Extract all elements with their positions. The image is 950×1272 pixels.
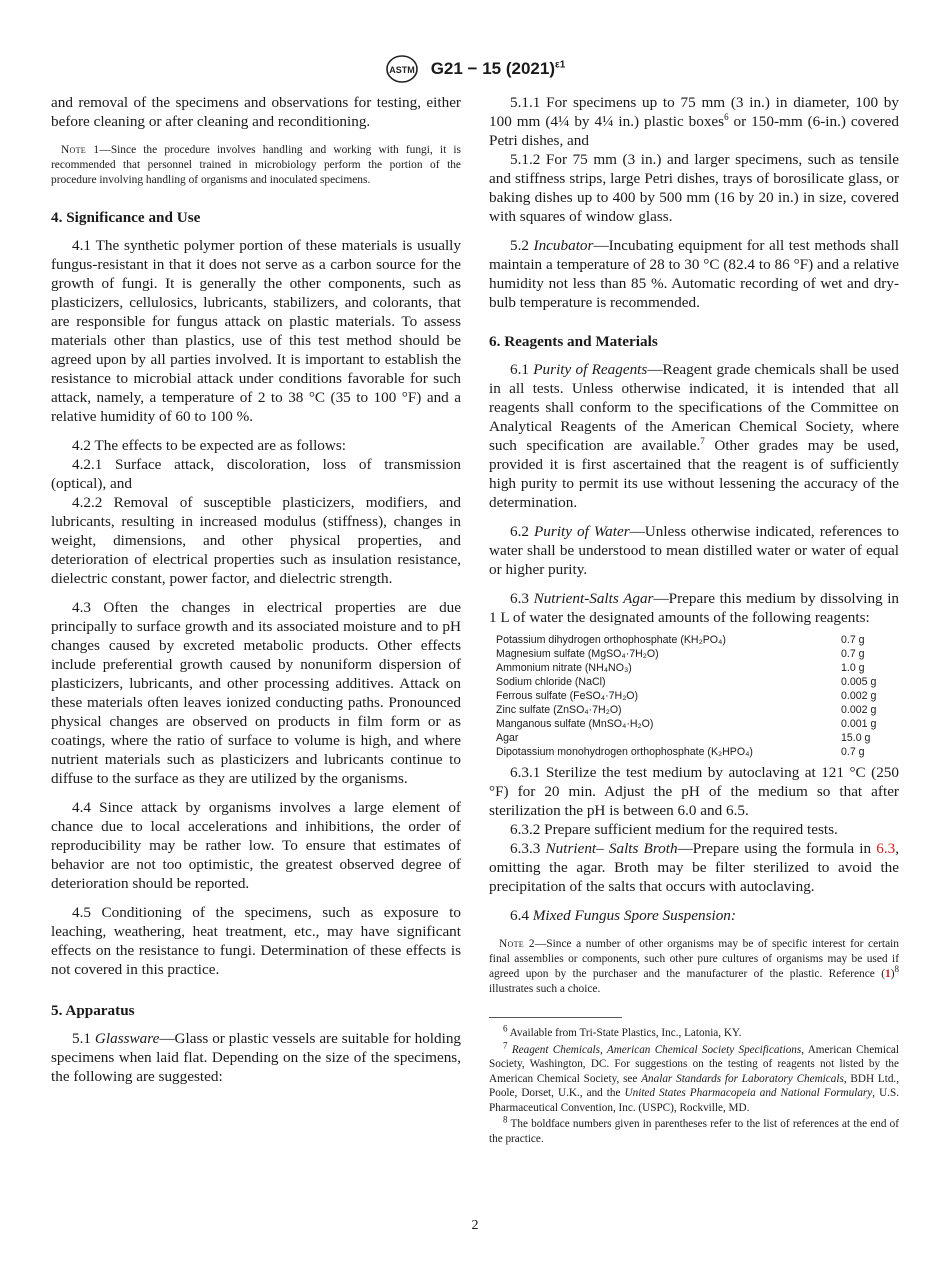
reagent-amount: 0.001 g: [841, 718, 877, 730]
page-header: [0, 54, 950, 84]
term-purity-water: Purity of Water: [534, 523, 630, 540]
note-2: Note 2—Since a number of other organisms may be of specific interest for certain final assemblies or components, such other pure cultures of organisms may be used if agreed upon by the purchaser and the manufacturer of the plastic. Reference $(1)^8$ illustrates such a choice.: [489, 938, 899, 995]
table-row: [496, 745, 896, 759]
reagent-amount: 0.005 g: [841, 676, 877, 688]
footnote-8: $^8$ The boldface numbers given in parentheses refer to the list of references at the end of the practice.: [489, 1114, 899, 1145]
para-5-1-2: 5.1.2 For 75 mm (3 in.) and larger specimens, such as tensile and stiffness strips, large Petri dishes, trays of borosilicate glass, or baking dishes up to 400 by 500 mm (16 by 20 in.) in size, covered with squares of window glass.: [489, 151, 899, 225]
para-5-1: 5.1 Glassware—Glass or plastic vessels are suitable for holding specimens when laid flat. Depending on the size of the specimens, the following are suggested:: [51, 1030, 462, 1085]
reagent-amount: 0.7 g: [841, 634, 865, 646]
reagent-amount: 0.002 g: [841, 704, 877, 716]
reagent-amount: 0.7 g: [841, 648, 865, 660]
para-6-3-1: 6.3.1 Sterilize the test medium by autoclaving at 121 °C (250 °F) for 20 min. Adjust the pH of the medium so that after sterilization the pH is between 6.0 and 6.5.: [489, 764, 899, 819]
para-6-3-2: 6.3.2 Prepare sufficient medium for the required tests.: [510, 821, 838, 838]
para-4-2-1: 4.2.1 Surface attack, discoloration, loss of transmission (optical), and: [51, 456, 461, 492]
right-column: [489, 93, 899, 1146]
term-glassware: Glassware: [94, 1030, 160, 1047]
term-nutrient-salts-agar: Nutrient-Salts Agar: [533, 590, 654, 607]
para-4-5: 4.5 Conditioning of the specimens, such as exposure to leaching, weathering, heat treatment, etc., may have significant effects on the resistance to fungi. Determination of these effects is not covered in this practice.: [51, 904, 461, 978]
reagents-table: [496, 633, 896, 759]
section-4-heading: 4. Significance and Use: [51, 209, 201, 226]
reagent-name: Magnesium sulfate (MgSO₄·7H₂O): [496, 648, 659, 660]
table-row: [496, 689, 896, 703]
para-6-2: 6.2 Purity of Water—Unless otherwise indicated, references to water shall be understood to mean distilled water or water of equal or higher purity.: [489, 523, 899, 578]
reagent-amount: 15.0 g: [841, 732, 871, 744]
reagent-name: Sodium chloride (NaCl): [496, 676, 606, 688]
footnote-divider: [489, 1017, 622, 1018]
table-row: [496, 717, 896, 731]
reagent-name: Zinc sulfate (ZnSO₄·7H₂O): [496, 704, 622, 716]
note-1-text: —Since the procedure involves handling and working with fungi, it is recommended that personnel trained in microbiology perform the portion of the procedure involving handling of organisms and inoculated specimens.: [51, 144, 461, 186]
section-6-heading: 6. Reagents and Materials: [489, 333, 658, 350]
para-6-3: 6.3 Nutrient-Salts Agar—Prepare this medium by dissolving in 1 L of water the designated amounts of the following reagents:: [489, 590, 900, 626]
note-2-label: Note 2: [499, 938, 535, 950]
para-5-1-1: 5.1.1 For specimens up to 75 mm (3 in.) in diameter, 100 by 100 mm (4¼ by 4¼ in.) plastic boxes$^6$ or 150-mm (6-in.) covered Petri dishes, and: [489, 94, 899, 149]
footnote-7: $^7$ Reagent Chemicals, American Chemical Society Specifications, American Chemical Society, Washington, DC. For suggestions on the testing of reagents not listed by the American Chemical Society, see Analar Standards for Laboratory Chemicals, BDH Ltd., Poole, Dorset, U.K., and the United States Pharmacopeia and National Formulary, U.S. Pharmaceutical Convention, Inc. (USPC), Rockville, MD.: [489, 1039, 900, 1114]
para-6-1: 6.1 Purity of Reagents—Reagent grade chemicals shall be used in all tests. Unless otherwise indicated, it is intended that all reagents shall conform to the specifications of the Committee on Analytical Reagents of the American Chemical Society, where such specification are available.$^7$ Other grades may be used, provided it is first ascertained that the reagent is of sufficiently high purity to permit its use without lessening the accuracy of the determination.: [489, 361, 900, 511]
para-4-2-2: 4.2.2 Removal of susceptible plasticizers, modifiers, and lubricants, resulting in increased modulus (stiffness), changes in weight, dimensions, and other physical properties, and deterioration of electrical properties such as insulation resistance, dielectric constant, power factor, and dielectric strength.: [51, 494, 461, 587]
para-4-3: 4.3 Often the changes in electrical properties are due principally to surface growth and its associated moisture and to pH changes caused by excreted metabolic products. Other effects include preferential growth caused by nonuniform dispersion of plasticizers, lubricants, and other processing additives. Attack on these materials often leaves ionized conducting paths. Pronounced physical changes are observed on products in film form or as coatings, where the ratio of surface to volume is high, and where nutrient materials such as plasticizers and lubricants continue to diffuse to the surface as they are utilized by the organisms.: [51, 599, 461, 787]
para-6-3-3: 6.3.3 Nutrient– Salts Broth—Prepare using the formula in 6.3, omitting the agar. Broth may be filter sterilized to avoid the precipitation of the salts that occurs with autoclaving.: [489, 840, 899, 895]
reagent-amount: 0.002 g: [841, 690, 877, 702]
footnote-ref-8: 8: [894, 964, 899, 975]
reagent-name: Ferrous sulfate (FeSO₄·7H₂O): [496, 690, 639, 702]
para-6-4: 6.4 Mixed Fungus Spore Suspension:: [510, 907, 736, 924]
left-column: [51, 93, 461, 1086]
reference-link-1[interactable]: 1: [885, 968, 891, 980]
term-mixed-fungus: Mixed Fungus Spore Suspension:: [532, 907, 736, 924]
term-purity-reagents: Purity of Reagents: [533, 361, 648, 378]
reagent-name: Manganous sulfate (MnSO₄·H₂O): [496, 718, 654, 730]
footnote-ref-6: 6: [724, 111, 729, 122]
section-link-6-3[interactable]: 6.3: [876, 840, 896, 857]
section-5-heading: 5. Apparatus: [51, 1002, 135, 1019]
note-1: [51, 143, 461, 188]
term-incubator: Incubator: [533, 237, 594, 254]
para-4-1: 4.1 The synthetic polymer portion of these materials is usually fungus-resistant in that it does not serve as a carbon source for the growth of fungi. It is generally the other components, such as plasticizers, cellulosics, lubricants, stabilizers, and colorants, that are responsible for fungus attack on plastic materials. To assess materials other than plastics, use of this test method should be agreed upon by all parties involved. It is important to establish the resistance to microbial attack under conditions favorable for such attack, namely, a temperature of 2 to 38 °C (35 to 100 °F) and a relative humidity of 60 to 100 %.: [51, 237, 461, 425]
term-nutrient-salts-broth: Nutrient– Salts Broth: [545, 840, 678, 857]
reagent-name: Dipotassium monohydrogen orthophosphate (K₂HPO₄): [496, 746, 753, 758]
footnote-ref-7: 7: [700, 435, 705, 446]
reagent-name: Potassium dihydrogen orthophosphate (KH₂PO₄): [496, 634, 726, 646]
epsilon: ε1: [554, 59, 566, 71]
table-row: [496, 633, 896, 647]
reagent-name: Agar: [496, 732, 519, 744]
table-row: [496, 661, 896, 675]
table-row: [496, 731, 896, 745]
note-1-label: Note 1: [61, 144, 100, 156]
page-number: 2: [471, 1218, 479, 1233]
reagent-amount: 1.0 g: [841, 662, 865, 674]
para-4-4: 4.4 Since attack by organisms involves a large element of chance due to local accelerations and inhibitions, the order of reproducibility may be rather low. To ensure that estimates of behavior are not too optimistic, the greatest observed degree of deterioration should be reported.: [51, 799, 461, 892]
astm-logo-text: ASTM: [388, 65, 415, 75]
table-row: [496, 703, 896, 717]
reagent-name: Ammonium nitrate (NH₄NO₃): [496, 662, 632, 674]
table-row: [496, 647, 896, 661]
table-row: [496, 675, 896, 689]
paragraph-continuation: and removal of the specimens and observations for testing, either before cleaning or after cleaning and reconditioning.: [51, 94, 461, 130]
para-5-2: 5.2 Incubator—Incubating equipment for all test methods shall maintain a temperature of 28 to 30 °C (82.4 to 86 °F) and a relative humidity not less than 85 %. Automatic recording of wet and dry-bulb temperature is recommended.: [489, 237, 900, 311]
designation: G21 − 15 $(2021)^{\varepsilon 1}$: [430, 59, 566, 78]
footnote-6: $^6$ Available from Tri-State Plastics, Inc., Latonia, KY.: [503, 1023, 742, 1039]
astm-logo-icon: [385, 54, 419, 84]
para-4-2: 4.2 The effects to be expected are as follows:: [72, 437, 346, 454]
reagent-amount: 0.7 g: [841, 746, 865, 758]
